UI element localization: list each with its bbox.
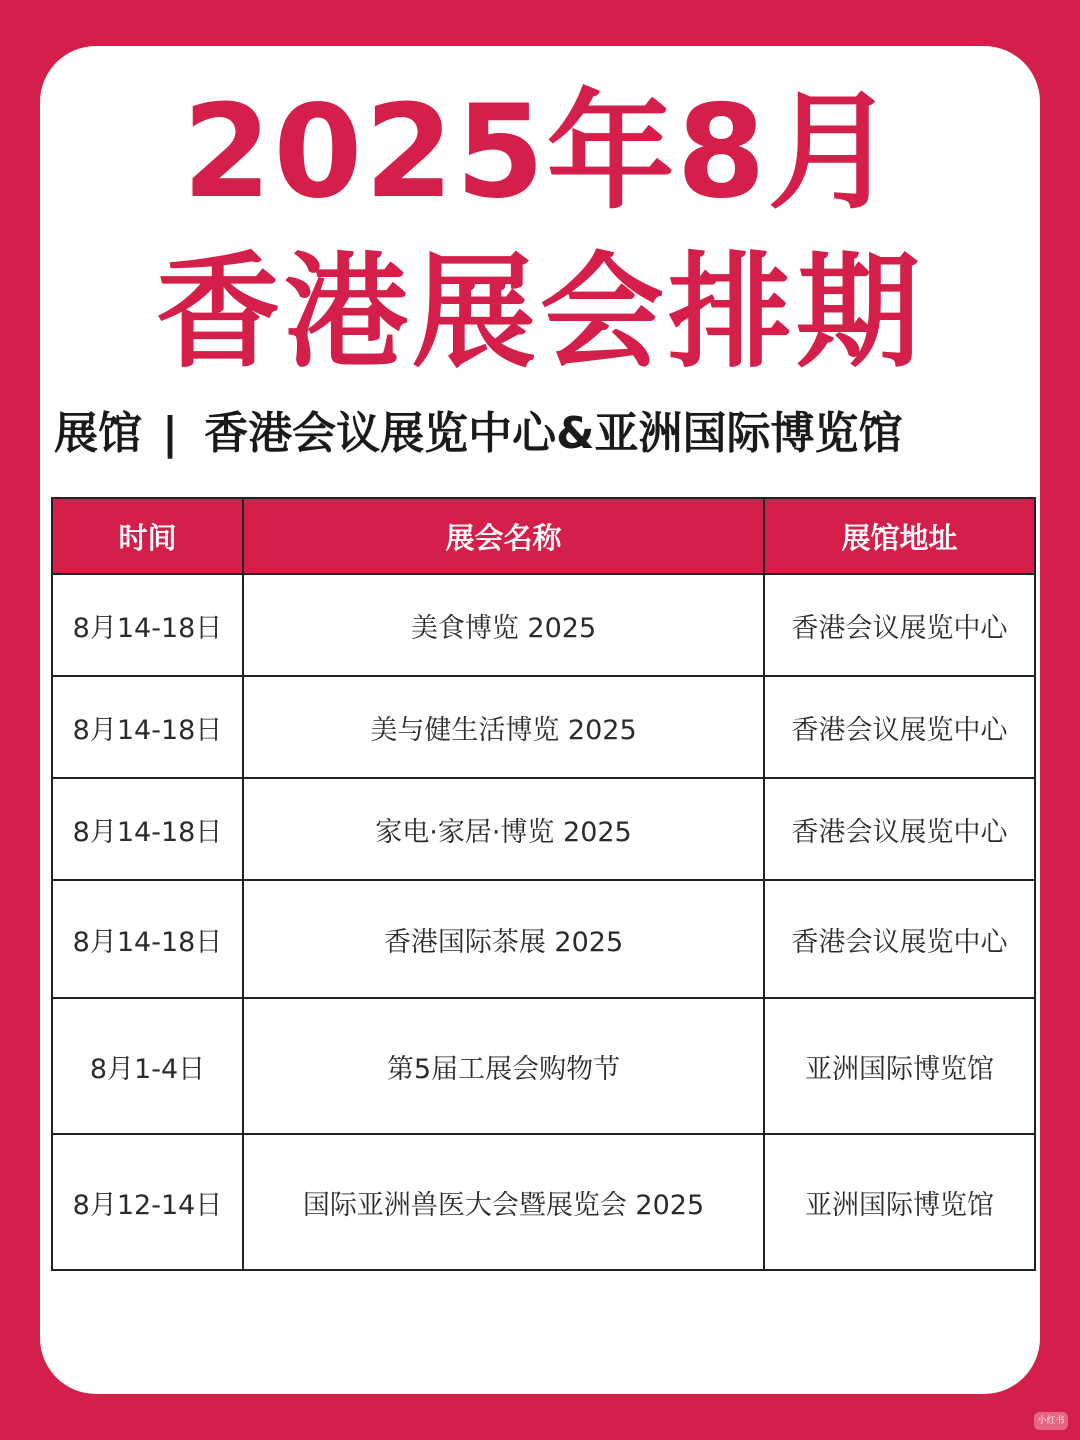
table-row — [52, 1134, 1035, 1270]
venue-separator: | — [162, 408, 179, 459]
cell-venue: 香港会议展览中心 — [764, 778, 1035, 880]
table-header-row — [52, 498, 1035, 574]
cell-exhibition-name: 美与健生活博览 2025 — [243, 676, 764, 778]
table-row — [52, 880, 1035, 998]
cell-venue: 香港会议展览中心 — [764, 574, 1035, 676]
cell-venue: 香港会议展览中心 — [764, 676, 1035, 778]
page-title-line2: 香港展会排期 — [155, 241, 924, 385]
cell-venue: 香港会议展览中心 — [764, 880, 1035, 998]
cell-venue: 亚洲国际博览馆 — [764, 998, 1035, 1134]
cell-exhibition-name: 家电·家居·博览 2025 — [243, 778, 764, 880]
table-row — [52, 676, 1035, 778]
cell-venue: 亚洲国际博览馆 — [764, 1134, 1035, 1270]
table-row — [52, 778, 1035, 880]
venue-label: 展馆 — [54, 408, 142, 459]
exhibition-schedule-table — [51, 497, 1036, 1271]
table-row — [52, 574, 1035, 676]
cell-exhibition-name: 国际亚洲兽医大会暨展览会 2025 — [243, 1134, 764, 1270]
watermark-logo: 小红书 — [1034, 1412, 1068, 1430]
cell-exhibition-name: 美食博览 2025 — [243, 574, 764, 676]
header-venue: 展馆地址 — [764, 498, 1035, 574]
cell-exhibition-name: 第5届工展会购物节 — [243, 998, 764, 1134]
table-row — [52, 998, 1035, 1134]
header-date: 时间 — [52, 498, 243, 574]
venue-text: 香港会议展览中心&亚洲国际博览馆 — [204, 408, 903, 459]
cell-date: 8月14-18日 — [52, 880, 243, 998]
cell-exhibition-name: 香港国际茶展 2025 — [243, 880, 764, 998]
page-title-line1: 2025年8月 — [182, 78, 898, 227]
venue-subtitle — [54, 402, 1034, 466]
cell-date: 8月14-18日 — [52, 676, 243, 778]
cell-date: 8月14-18日 — [52, 778, 243, 880]
cell-date: 8月12-14日 — [52, 1134, 243, 1270]
cell-date: 8月14-18日 — [52, 574, 243, 676]
cell-date: 8月1-4日 — [52, 998, 243, 1134]
header-exhibition-name: 展会名称 — [243, 498, 764, 574]
